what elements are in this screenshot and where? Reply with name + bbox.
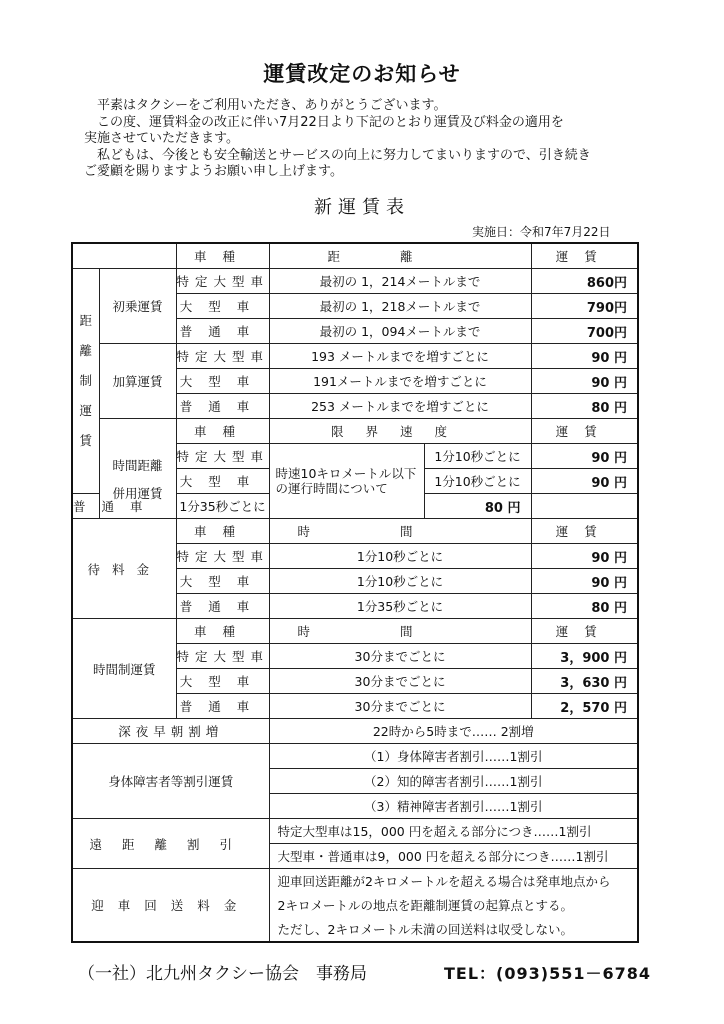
table-row (72, 619, 638, 644)
distance-cell: 193 メートルまでを増すごとに (269, 344, 531, 369)
fare-cell: 3，900 円 (531, 644, 638, 669)
intro-line: 私どもは、今後とも安全輸送とサービスの向上に努力してまいりますので、引き続き (97, 147, 591, 163)
discount-cell: 大型車・普通車は9，000 円を超える部分につき……1割引 (269, 844, 638, 869)
header-vehicle: 車種 (176, 619, 269, 644)
time-distance-label: 時間距離 併用運賃 (99, 419, 176, 519)
table-title: 新運賃表 (314, 197, 410, 218)
distance-cell: 最初の 1，094メートルまで (269, 319, 531, 344)
pickup-note: 2キロメートルの地点を距離制運賃の起算点とする。 (269, 893, 638, 917)
header-time: 時間 (269, 519, 531, 544)
distance-cell: 191メートルまでを増すごとに (269, 369, 531, 394)
table-row (72, 419, 638, 444)
fare-cell: 90 円 (531, 544, 638, 569)
interval-cell: 1分10秒ごとに (424, 444, 531, 469)
fare-cell: 90 円 (531, 444, 638, 469)
table-row (72, 269, 638, 294)
speed-note: 時速10キロメートル以下 の運行時間について (269, 444, 424, 519)
interval-cell: 30分までごとに (269, 694, 531, 719)
distance-fare-label: 距 離 制 運 賃 (72, 269, 99, 494)
intro-line: 実施させていただきます。 (84, 131, 239, 146)
pickup-note: 迎車回送距離が2キロメートルを超える場合は発車地点から (269, 869, 638, 894)
fare-cell: 90 円 (531, 469, 638, 494)
fare-cell: 90 円 (531, 569, 638, 594)
table-row (72, 519, 638, 544)
vehicle-standard: 普通車 (72, 494, 99, 519)
effective-date: 実施日：令和7年7月22日 (472, 225, 611, 239)
table-row (72, 243, 638, 269)
fare-cell: 700円 (531, 319, 638, 344)
intro-line: 平素はタクシーをご利用いただき、ありがとうございます。 (97, 98, 447, 113)
vehicle-standard: 普通車 (176, 594, 269, 619)
header-vehicle: 車種 (176, 519, 269, 544)
fare-cell: 860円 (531, 269, 638, 294)
initial-fare-label: 初乗運賃 (99, 269, 176, 344)
distance-cell: 最初の 1，214メートルまで (269, 269, 531, 294)
header-distance: 距離 (269, 243, 531, 269)
discount-cell: （2）知的障害者割引……1割引 (269, 769, 638, 794)
distance-cell: 最初の 1，218メートルまで (269, 294, 531, 319)
distance-cell: 253 メートルまでを増すごとに (269, 394, 531, 419)
interval-cell: 1分10秒ごとに (424, 469, 531, 494)
intro-line: この度、運賃料金の改正に伴い7月22日より下記のとおり運賃及び料金の適用を (97, 114, 564, 130)
table-row (72, 869, 638, 894)
table-row (72, 344, 638, 369)
header-speed-limit: 限界速度 (269, 419, 531, 444)
discount-cell: （1）身体障害者割引……1割引 (269, 744, 638, 769)
header-vehicle: 車種 (176, 243, 269, 269)
vehicle-large: 大型車 (176, 569, 269, 594)
pickup-fee-label: 迎車回送料金 (72, 869, 269, 943)
intro-line: ご愛顧を賜りますようお願い申し上げます。 (84, 164, 343, 179)
pickup-note: ただし、2キロメートル未満の回送料は収受しない。 (269, 917, 638, 942)
discount-cell: 特定大型車は15，000 円を超える部分につき……1割引 (269, 819, 638, 844)
additional-fare-label: 加算運賃 (99, 344, 176, 419)
vehicle-large: 大型車 (176, 294, 269, 319)
interval-cell: 1分35秒ごとに (269, 594, 531, 619)
fare-cell: 80 円 (531, 394, 638, 419)
vehicle-special-large: 特定大型車 (176, 269, 269, 294)
hourly-fare-label: 時間制運賃 (72, 619, 176, 719)
vehicle-special-large: 特定大型車 (176, 444, 269, 469)
vehicle-standard: 普通車 (176, 694, 269, 719)
fare-cell: 2，570 円 (531, 694, 638, 719)
interval-cell: 1分35秒ごとに (176, 494, 269, 519)
fare-cell: 80 円 (424, 494, 531, 519)
vehicle-large: 大型車 (176, 469, 269, 494)
vehicle-special-large: 特定大型車 (176, 544, 269, 569)
long-distance-label: 遠距離割引 (72, 819, 269, 869)
interval-cell: 30分までごとに (269, 644, 531, 669)
header-fare: 運賃 (531, 619, 638, 644)
vehicle-special-large: 特定大型車 (176, 644, 269, 669)
header-vehicle: 車種 (176, 419, 269, 444)
interval-cell: 1分10秒ごとに (269, 569, 531, 594)
header-fare: 運賃 (531, 519, 638, 544)
fare-table (71, 242, 639, 943)
table-row (72, 719, 638, 744)
association-name: （一社）北九州タクシー協会 事務局 (78, 964, 367, 984)
late-night-label: 深夜早朝割増 (72, 719, 269, 744)
late-night-value: 22時から5時まで…… 2割増 (269, 719, 638, 744)
phone-number: TEL：(093)551－6784 (444, 964, 651, 983)
header-fare: 運賃 (531, 419, 638, 444)
waiting-fee-label: 待料金 (72, 519, 176, 619)
fare-cell: 790円 (531, 294, 638, 319)
interval-cell: 1分10秒ごとに (269, 544, 531, 569)
vehicle-large: 大型車 (176, 369, 269, 394)
vehicle-standard: 普通車 (176, 394, 269, 419)
intro-text (84, 98, 644, 181)
vehicle-special-large: 特定大型車 (176, 344, 269, 369)
fare-cell: 90 円 (531, 369, 638, 394)
vehicle-large: 大型車 (176, 669, 269, 694)
table-row (72, 744, 638, 769)
header-fare: 運賃 (531, 243, 638, 269)
discount-cell: （3）精神障害者割引……1割引 (269, 794, 638, 819)
interval-cell: 30分までごとに (269, 669, 531, 694)
header-time: 時間 (269, 619, 531, 644)
notice-title: 運賃改定のお知らせ (263, 62, 461, 86)
vehicle-standard: 普通車 (176, 319, 269, 344)
table-row (72, 819, 638, 844)
fare-cell: 80 円 (531, 594, 638, 619)
disability-discount-label: 身体障害者等割引運賃 (72, 744, 269, 819)
fare-cell: 3，630 円 (531, 669, 638, 694)
fare-cell: 90 円 (531, 344, 638, 369)
